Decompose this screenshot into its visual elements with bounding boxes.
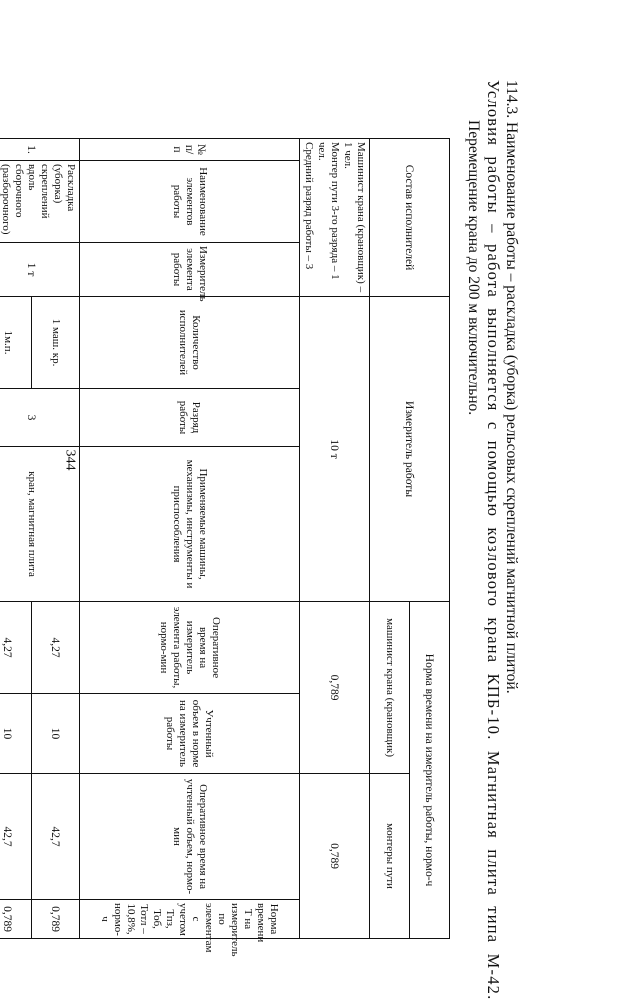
- row-volume-fitter: 10: [0, 694, 32, 774]
- norm-driver-value: 0,789: [300, 602, 370, 774]
- row-op-time-driver: 4,27: [32, 602, 80, 694]
- row-name: Раскладка (уборка) скреплений вдоль сборочного (разборочного): [0, 161, 80, 243]
- composition-line: Машинист крана (крановщик) – 1 чел.: [342, 142, 367, 293]
- row-meter: 1 т: [0, 243, 80, 297]
- row-op-volume-driver: 42,7: [32, 774, 80, 900]
- row-op-volume-fitter: 42,7: [0, 774, 32, 900]
- heading-movement: Перемещение крана до 200 м включительно.: [465, 120, 482, 416]
- header-norm-fitters: монтеры пути: [370, 774, 410, 939]
- header-norm-driver: машинист крана (крановщик): [370, 602, 410, 774]
- col-machines: Применяемые машины, механизмы, инструменты и приспособления: [80, 447, 300, 602]
- page-number: 344: [62, 449, 78, 471]
- header-meter: Измеритель работы: [370, 297, 450, 602]
- col-performers-count: Количество исполнителей: [80, 297, 300, 389]
- row-norm-t-fitter: 0,789: [0, 900, 32, 939]
- col-element-name: Наименование элементов работы: [80, 161, 300, 243]
- norms-table: [0, 138, 450, 957]
- row-op-time-fitter: 4,27: [0, 602, 32, 694]
- heading-conditions: Условия работы – работа выполняется с помощью козлового крана КПБ-10. Магнитная плита типа М-42.: [484, 80, 503, 1000]
- col-norm-t: Норма времени Т на измеритель по элементам с учетом Тпз, Тоб, Тотл – 10,8%, нормо-ч: [80, 900, 300, 939]
- composition-list: [300, 139, 370, 297]
- heading-title: 114.3. Наименование работы – раскладка (уборка) рельсовых скреплений магнитной плитой.: [503, 80, 520, 694]
- row-volume-driver: 10: [32, 694, 80, 774]
- header-norm: Норма времени на измеритель работы, нормо-ч: [410, 602, 450, 939]
- norm-fitters-value: 0,789: [300, 774, 370, 939]
- col-grade: Разряд работы: [80, 389, 300, 447]
- row-num: 1.: [0, 139, 80, 161]
- col-volume: Учтенный объем в норме на измеритель работы: [80, 694, 300, 774]
- col-num: № п/п: [80, 139, 300, 161]
- row-count-fitter: 1м.п.: [0, 297, 32, 389]
- composition-line: Средний разряд работы – 3: [303, 142, 315, 270]
- header-composition: Состав исполнителей: [370, 139, 450, 297]
- row-norm-t-driver: 0,789: [32, 900, 80, 939]
- row-count-driver: 1 маш. кр.: [32, 297, 80, 389]
- composition-line: Монтер пути 3-го разряда – 1 чел.: [316, 142, 341, 280]
- row-grade: 3: [0, 389, 80, 447]
- col-op-time: Оперативное время на измеритель элемента работы, нормо-мин: [80, 602, 300, 694]
- col-op-volume: Оперативное время на учтенный объем, нормо-мин: [80, 774, 300, 900]
- col-element-meter: Измеритель элемента работы: [80, 243, 300, 297]
- row-machines: кран, магнитная плита: [0, 447, 80, 602]
- meter-value: 10 т: [300, 297, 370, 602]
